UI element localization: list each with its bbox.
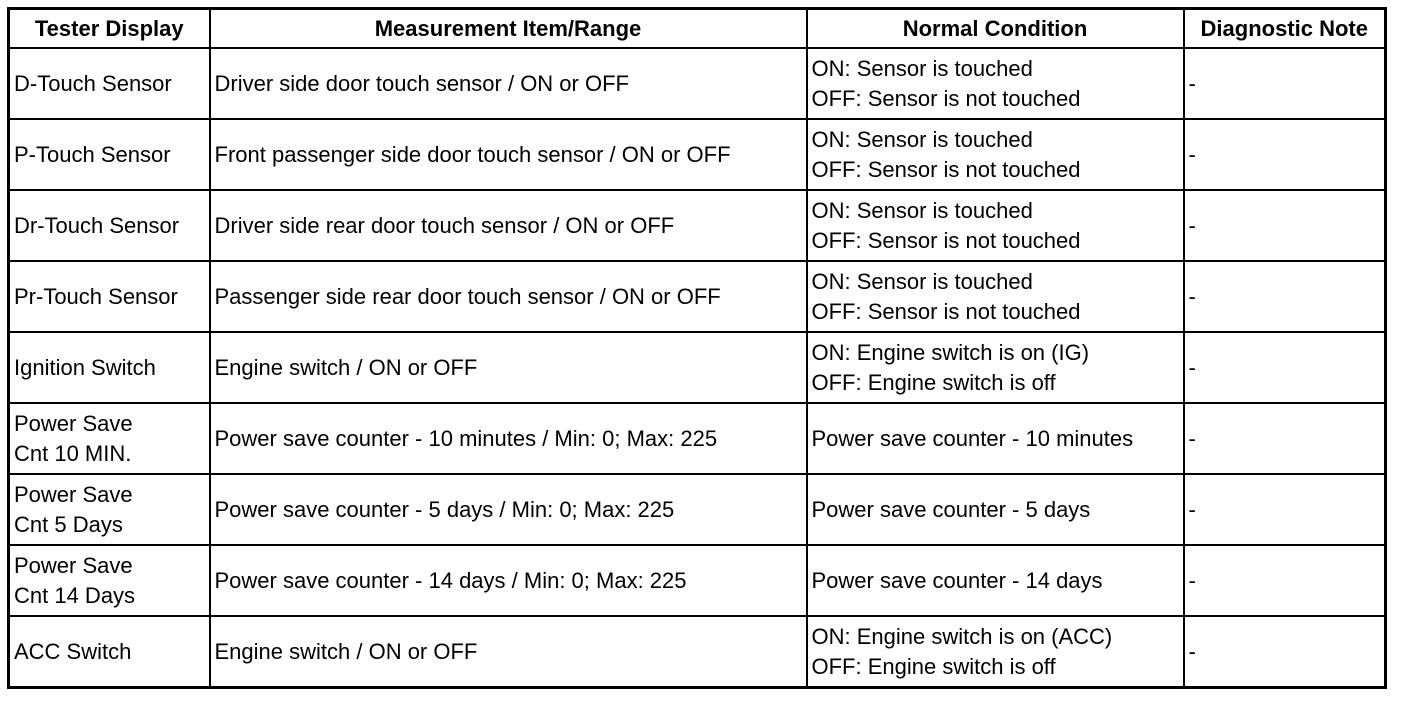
normal-condition-line: Power save counter - 10 minutes xyxy=(811,425,1134,451)
table-row xyxy=(9,616,1386,688)
normal-condition-line: OFF: Engine switch is off xyxy=(811,369,1056,395)
cell-diagnostic-note: - xyxy=(1184,616,1386,688)
header-normal-condition: Normal Condition xyxy=(807,9,1184,49)
cell-measurement: Passenger side rear door touch sensor / ON or OFF xyxy=(210,261,807,332)
cell-normal-condition xyxy=(807,403,1184,474)
cell-tester-display xyxy=(9,616,210,688)
header-diagnostic-note: Diagnostic Note xyxy=(1184,9,1386,49)
normal-condition-line: ON: Sensor is touched xyxy=(811,197,1033,223)
table-row xyxy=(9,403,1386,474)
cell-normal-condition xyxy=(807,119,1184,190)
table-row xyxy=(9,545,1386,616)
tester-display-text: D-Touch Sensor xyxy=(14,70,172,96)
table-row xyxy=(9,190,1386,261)
tester-display-text: P-Touch Sensor xyxy=(14,141,171,167)
tester-display-text: Power Save xyxy=(14,410,133,436)
cell-diagnostic-note: - xyxy=(1184,474,1386,545)
cell-measurement: Front passenger side door touch sensor / ON or OFF xyxy=(210,119,807,190)
tester-display-text: Power Save xyxy=(14,481,133,507)
tester-display-text: Cnt 5 Days xyxy=(14,511,123,537)
tester-display-text: Cnt 10 MIN. xyxy=(14,440,132,466)
tester-display-text: Cnt 14 Days xyxy=(14,582,136,608)
cell-tester-display xyxy=(9,403,210,474)
table-row xyxy=(9,332,1386,403)
cell-tester-display xyxy=(9,474,210,545)
cell-diagnostic-note: - xyxy=(1184,119,1386,190)
cell-tester-display xyxy=(9,332,210,403)
normal-condition-line: ON: Engine switch is on (ACC) xyxy=(811,623,1113,649)
normal-condition-line: ON: Engine switch is on (IG) xyxy=(811,339,1090,365)
cell-measurement: Engine switch / ON or OFF xyxy=(210,332,807,403)
tester-display-text: ACC Switch xyxy=(14,638,132,664)
cell-diagnostic-note: - xyxy=(1184,261,1386,332)
cell-diagnostic-note: - xyxy=(1184,545,1386,616)
table-row xyxy=(9,261,1386,332)
tester-display-text: Pr-Touch Sensor xyxy=(14,283,178,309)
table-row xyxy=(9,48,1386,119)
cell-normal-condition xyxy=(807,261,1184,332)
cell-diagnostic-note: - xyxy=(1184,190,1386,261)
cell-normal-condition xyxy=(807,474,1184,545)
tester-display-text: Dr-Touch Sensor xyxy=(14,212,180,238)
cell-measurement: Power save counter - 14 days / Min: 0; Max: 225 xyxy=(210,545,807,616)
table-row xyxy=(9,474,1386,545)
cell-tester-display xyxy=(9,48,210,119)
cell-diagnostic-note: - xyxy=(1184,403,1386,474)
cell-normal-condition xyxy=(807,190,1184,261)
cell-diagnostic-note: - xyxy=(1184,332,1386,403)
data-list-table xyxy=(7,7,1387,689)
normal-condition-line: OFF: Sensor is not touched xyxy=(811,298,1081,324)
normal-condition-line: Power save counter - 5 days xyxy=(811,496,1091,522)
cell-normal-condition xyxy=(807,616,1184,688)
cell-diagnostic-note: - xyxy=(1184,48,1386,119)
normal-condition-line: OFF: Sensor is not touched xyxy=(811,227,1081,253)
cell-tester-display xyxy=(9,190,210,261)
cell-tester-display xyxy=(9,261,210,332)
header-row xyxy=(9,9,1386,49)
header-tester-display: Tester Display xyxy=(9,9,210,49)
cell-measurement: Power save counter - 5 days / Min: 0; Max: 225 xyxy=(210,474,807,545)
tester-display-text: Power Save xyxy=(14,552,133,578)
cell-measurement: Power save counter - 10 minutes / Min: 0; Max: 225 xyxy=(210,403,807,474)
tester-display-text: Ignition Switch xyxy=(14,354,156,380)
cell-measurement: Driver side door touch sensor / ON or OFF xyxy=(210,48,807,119)
cell-normal-condition xyxy=(807,332,1184,403)
header-measurement-item: Measurement Item/Range xyxy=(210,9,807,49)
cell-normal-condition xyxy=(807,48,1184,119)
normal-condition-line: ON: Sensor is touched xyxy=(811,268,1033,294)
cell-normal-condition xyxy=(807,545,1184,616)
normal-condition-line: OFF: Sensor is not touched xyxy=(811,85,1081,111)
cell-tester-display xyxy=(9,545,210,616)
cell-measurement: Engine switch / ON or OFF xyxy=(210,616,807,688)
normal-condition-line: ON: Sensor is touched xyxy=(811,126,1033,152)
cell-tester-display xyxy=(9,119,210,190)
normal-condition-line: OFF: Sensor is not touched xyxy=(811,156,1081,182)
table-row xyxy=(9,119,1386,190)
normal-condition-line: ON: Sensor is touched xyxy=(811,55,1033,81)
cell-measurement: Driver side rear door touch sensor / ON or OFF xyxy=(210,190,807,261)
normal-condition-line: OFF: Engine switch is off xyxy=(811,653,1056,679)
normal-condition-line: Power save counter - 14 days xyxy=(811,567,1103,593)
